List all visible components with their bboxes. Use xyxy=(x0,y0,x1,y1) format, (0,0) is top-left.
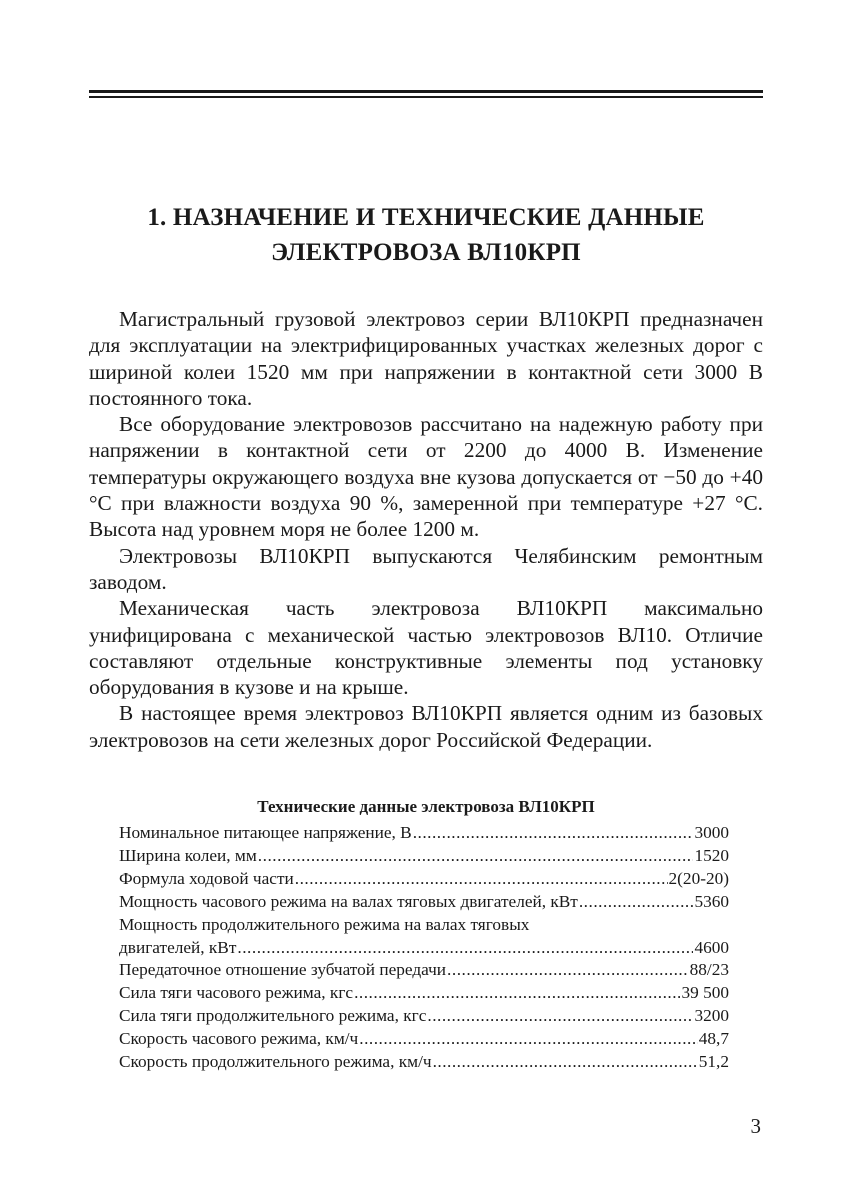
spec-value: 2(20-20) xyxy=(668,868,729,888)
spec-label: Скорость продолжительного режима, км/ч xyxy=(119,1052,432,1072)
dot-leader xyxy=(413,822,694,845)
spec-value: 39 500 xyxy=(681,983,729,1003)
dot-leader xyxy=(359,1028,698,1051)
spec-row xyxy=(119,982,729,1005)
spec-label: Номинальное питающее напряжение, В xyxy=(119,823,412,842)
spec-row-continuation: Мощность продолжительного режима на валах тяговых xyxy=(119,914,530,934)
spec-value: 88/23 xyxy=(689,960,729,980)
spec-label: двигателей, кВт xyxy=(119,937,237,957)
spec-row xyxy=(119,891,729,914)
chapter-title-line-1: 1. НАЗНАЧЕНИЕ И ТЕХНИЧЕСКИЕ ДАННЫЕ xyxy=(147,204,705,231)
spec-value: 48,7 xyxy=(698,1029,729,1049)
spec-value: 3200 xyxy=(694,1006,729,1026)
dot-leader xyxy=(427,1005,693,1028)
page-number: 3 xyxy=(750,1114,761,1138)
spec-row xyxy=(119,822,729,845)
spec-row xyxy=(119,845,729,868)
specs-section xyxy=(89,796,763,1074)
dot-leader xyxy=(433,1051,698,1074)
spec-label: Передаточное отношение зубчатой передачи xyxy=(119,960,447,980)
paragraph: Магистральный грузовой электровоз серии ВЛ10КРП предназначен для эксплуатации на электрифицированных участках железных дорог с шириной колеи 1520 мм при напряжении в контактной сети 3000 В постоянного тока. xyxy=(89,307,763,410)
header-rule-thick xyxy=(89,90,763,93)
spec-value: 51,2 xyxy=(698,1052,729,1072)
spec-row xyxy=(119,1028,729,1051)
spec-row xyxy=(119,937,729,960)
chapter-title xyxy=(89,200,763,270)
spec-row xyxy=(119,1005,729,1028)
specs-list xyxy=(119,822,729,1074)
spec-row xyxy=(119,959,729,982)
spec-label: Сила тяги продолжительного режима, кгс xyxy=(119,1006,427,1026)
dot-leader xyxy=(237,937,693,960)
body-text xyxy=(89,306,763,753)
header-rule-thin xyxy=(89,96,763,98)
paragraph: Электровозы ВЛ10КРП выпускаются Челябинским ремонтным заводом. xyxy=(89,543,763,594)
spec-row xyxy=(119,868,729,891)
dot-leader xyxy=(354,982,680,1005)
spec-label: Сила тяги часового режима, кгс xyxy=(119,983,354,1003)
spec-label: Ширина колеи, мм xyxy=(119,845,257,865)
spec-label: Мощность часового режима на валах тяговых двигателей, кВт xyxy=(119,891,578,911)
spec-label: Формула ходовой части xyxy=(119,868,294,888)
dot-leader xyxy=(295,868,668,891)
paragraph: В настоящее время электровоз ВЛ10КРП является одним из базовых электровозов на сети железных дорог Российской Федерации. xyxy=(89,701,763,752)
spec-value: 5360 xyxy=(694,891,729,911)
dot-leader xyxy=(447,959,689,982)
specs-title: Технические данные электровоза ВЛ10КРП xyxy=(257,797,595,816)
paragraph: Все оборудование электровозов рассчитано на надежную работу при напряжении в контактной сети от 2200 до 4000 В. Изменение температуры окружающего воздуха вне кузова допускается от −50 до +40 °С при влажности воздуха 90 %, замеренной при температуре +27 °С. Высота над уровнем моря не более 1200 м. xyxy=(89,412,763,542)
dot-leader xyxy=(258,845,694,868)
spec-label: Скорость часового режима, км/ч xyxy=(119,1029,359,1049)
paragraph: Механическая часть электровоза ВЛ10КРП максимально унифицирована с механической частью электровозов ВЛ10. Отличие составляют отдельные конструктивные элементы под установку оборудования в кузове и на крыше. xyxy=(89,596,763,700)
dot-leader xyxy=(579,891,694,914)
spec-value: 3000 xyxy=(694,823,729,842)
spec-value: 4600 xyxy=(694,937,729,957)
spec-value: 1520 xyxy=(694,845,729,865)
chapter-title-line-2: ЭЛЕКТРОВОЗА ВЛ10КРП xyxy=(271,239,581,266)
spec-row xyxy=(119,1051,729,1074)
